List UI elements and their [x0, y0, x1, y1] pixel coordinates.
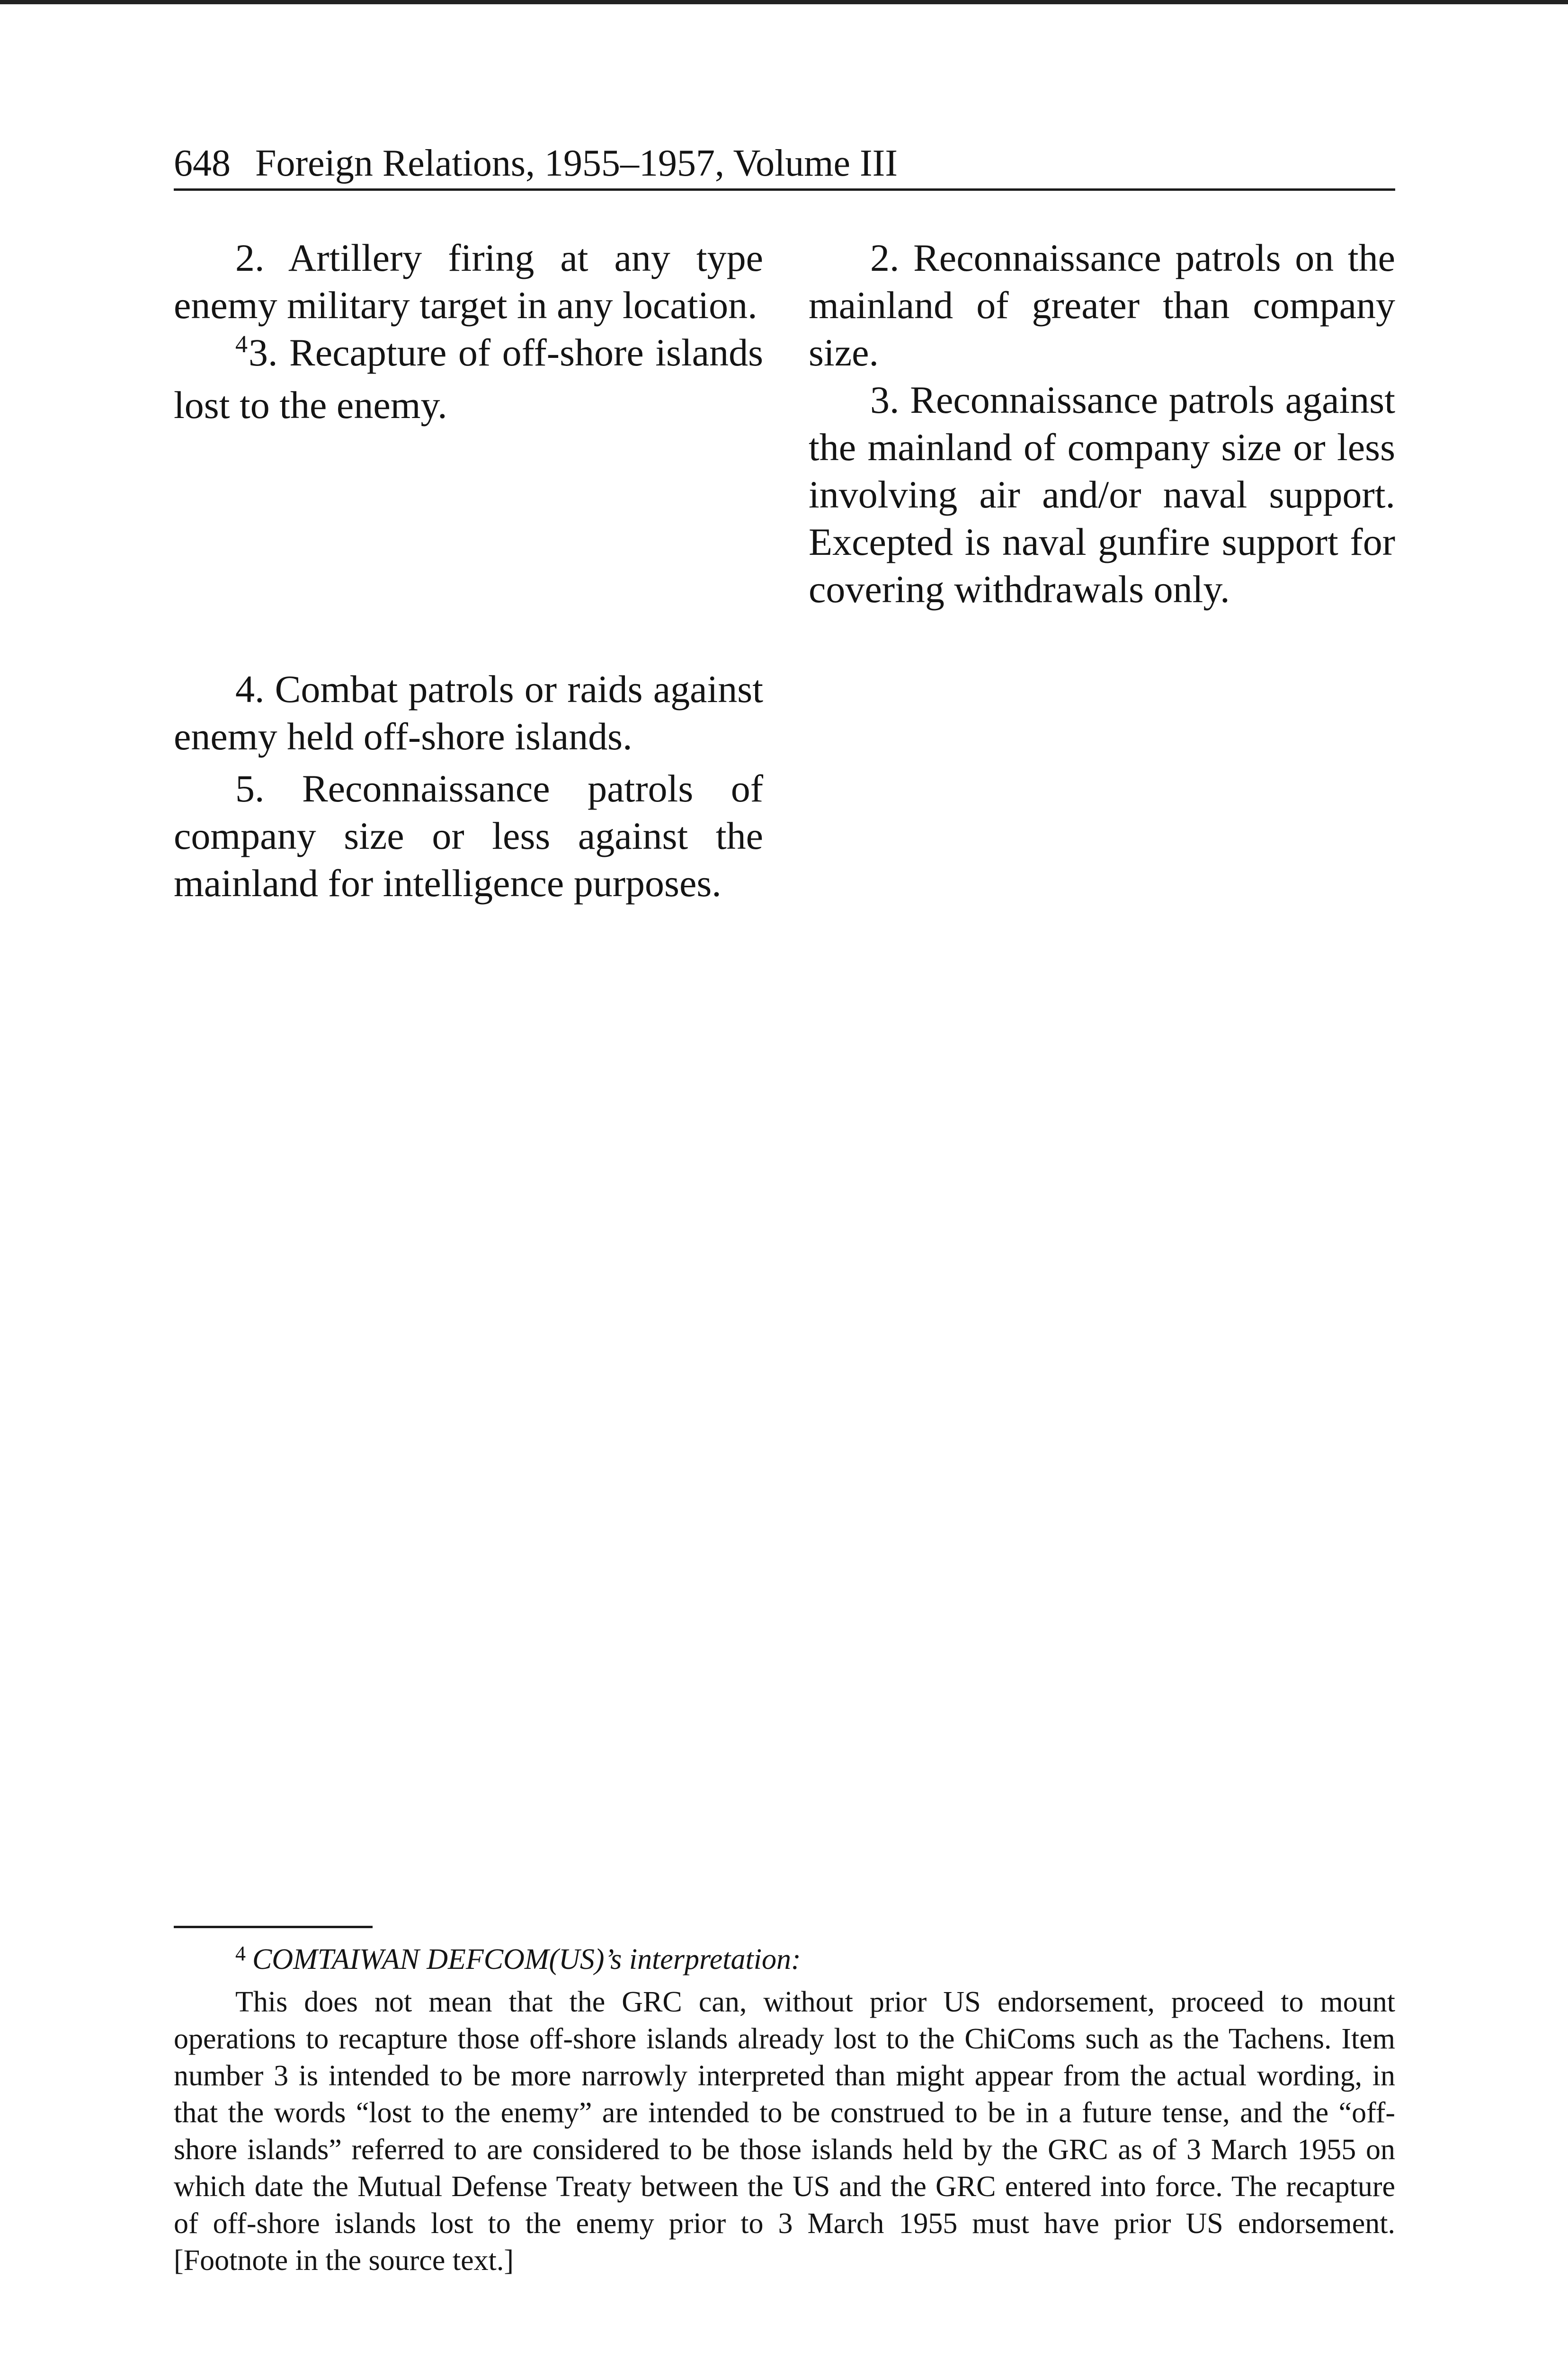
footnote-heading-text: COMTAIWAN DEFCOM(US)’s interpretation:	[252, 1943, 801, 1975]
left-item-2: 2. Artillery firing at any type enemy military target in any location.	[174, 236, 763, 327]
running-head-title: Foreign Relations, 1955–1957, Volume III	[255, 142, 898, 184]
footnote-body: This does not mean that the GRC can, without prior US endorsement, proceed to mount operations to recapture those off-shore islands already lost to the ChiComs such as the Tachens. Item number 3 is intended to be more narrowly interpreted than might appear from the actual wording, in that the words “lost to the enemy” are intended to be construed to be in a future tense, and the “off-shore islands” referred to are considered to be those islands held by the GRC as of 3 March 1955 on which date the Mutual Defense Treaty between the US and the GRC entered into force. The recapture of off-shore islands lost to the enemy prior to 3 March 1955 must have prior US endorsement. [Footnote in the source text.]	[174, 1986, 1395, 2277]
left-item-5: 5. Reconnaissance patrols of company size or less against the mainland for intelligence purposes.	[174, 767, 763, 905]
footnote-rule	[174, 1926, 373, 1928]
right-item-2: 2. Reconnaissance patrols on the mainland of greater than company size.	[809, 236, 1395, 374]
left-item-4: 4. Combat patrols or raids against enemy held off-shore islands.	[174, 667, 763, 758]
right-item-3: 3. Reconnaissance patrols against the mainland of company size or less involving air and/or naval support. Excepted is naval gunfire support for covering withdrawals only.	[809, 378, 1395, 611]
right-column	[809, 234, 1395, 613]
column-spacer	[174, 429, 763, 666]
left-item-3-text: 3. Recapture of off-shore islands lost to the enemy.	[174, 331, 763, 427]
left-column	[174, 234, 763, 907]
running-head-rule	[174, 188, 1395, 191]
left-item-3	[174, 329, 763, 429]
page-number: 648	[174, 142, 231, 184]
footnote-reference-marker: 4	[235, 331, 249, 358]
footnote-heading	[174, 1941, 1395, 1981]
top-border-rule	[0, 0, 1568, 4]
paragraph-spacer	[174, 760, 763, 765]
running-head	[174, 137, 1395, 189]
footnote-marker: 4	[235, 1942, 246, 1965]
footnote	[174, 1941, 1395, 2279]
